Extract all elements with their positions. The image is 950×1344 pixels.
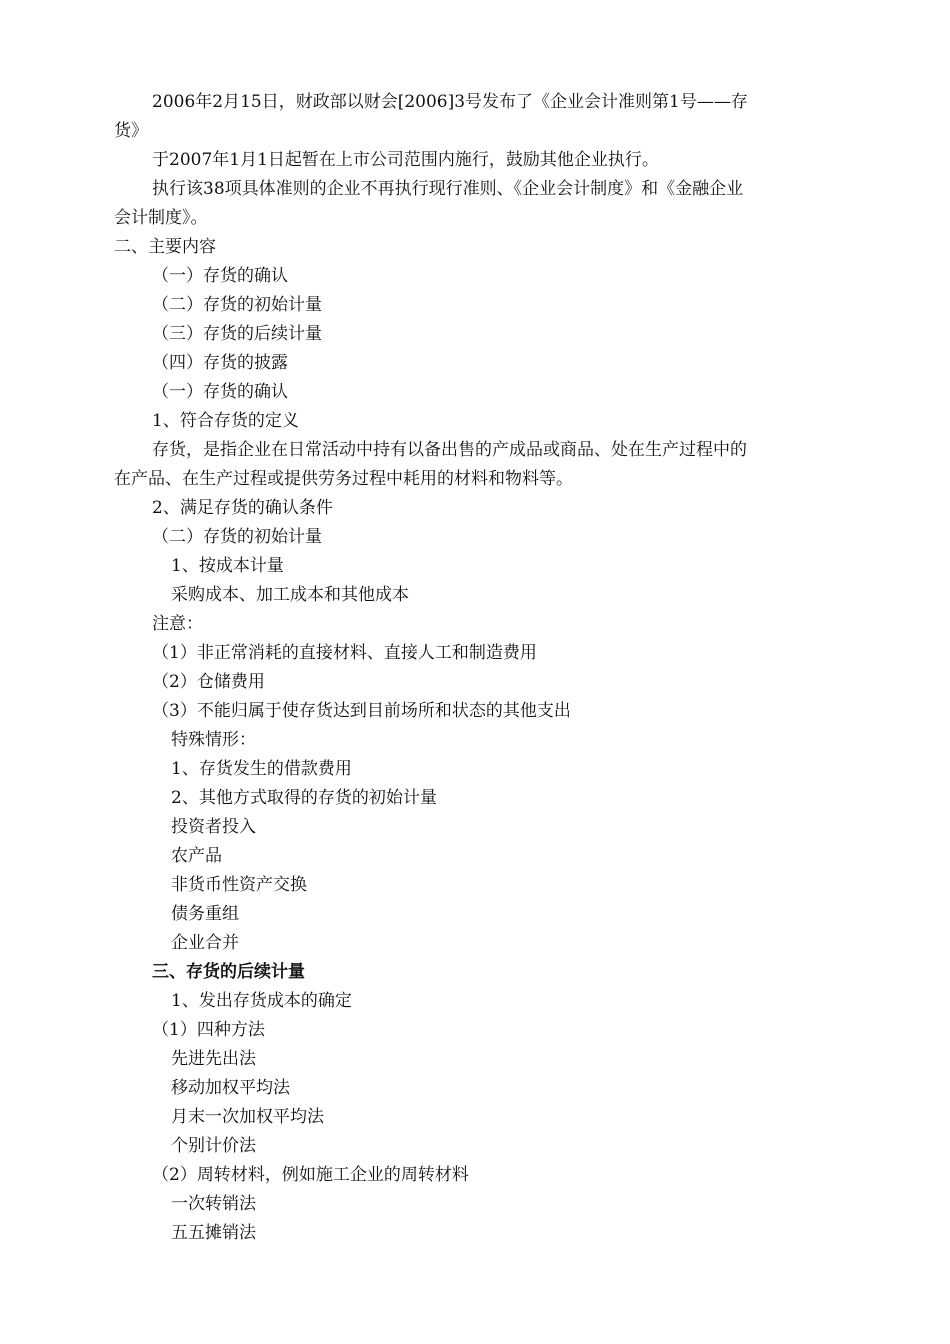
list-item: 债务重组 <box>171 904 239 924</box>
list-item: 投资者投入 <box>171 817 256 837</box>
list-item: 企业合并 <box>171 933 239 953</box>
list-item: （2）周转材料，例如施工企业的周转材料 <box>152 1165 469 1185</box>
list-item: 1、存货发生的借款费用 <box>171 759 352 779</box>
list-item: （3）不能归属于使存货达到目前场所和状态的其他支出 <box>152 701 571 721</box>
section-heading: 二、主要内容 <box>114 237 216 257</box>
subsection-heading: （一）存货的确认 <box>152 382 288 402</box>
list-item: （三）存货的后续计量 <box>152 324 322 344</box>
list-item: （一）存货的确认 <box>152 266 288 286</box>
list-item: （1）四种方法 <box>152 1020 265 1040</box>
list-item: 移动加权平均法 <box>171 1078 290 1098</box>
paragraph-line: 执行该38项具体准则的企业不再执行现行准则、《企业会计制度》和《金融企业 <box>152 179 744 199</box>
list-item: 农产品 <box>171 846 222 866</box>
list-item: 2、满足存货的确认条件 <box>152 498 333 518</box>
list-item: 月末一次加权平均法 <box>171 1107 324 1127</box>
subsection-heading: （二）存货的初始计量 <box>152 527 322 547</box>
paragraph-line: 存货，是指企业在日常活动中持有以备出售的产成品或商品、处在生产过程中的 <box>152 440 747 460</box>
section-heading: 三、存货的后续计量 <box>152 962 305 982</box>
list-item: （1）非正常消耗的直接材料、直接人工和制造费用 <box>152 643 537 663</box>
list-item: 1、发出存货成本的确定 <box>171 991 352 1011</box>
list-item: 五五摊销法 <box>171 1223 256 1243</box>
list-item: 一次转销法 <box>171 1194 256 1214</box>
note-label: 特殊情形： <box>171 730 256 750</box>
paragraph-line: 2006年2月15日，财政部以财会[2006]3号发布了《企业会计准则第1号——存 <box>152 92 748 112</box>
list-item: 1、按成本计量 <box>171 556 284 576</box>
list-item: 1、符合存货的定义 <box>152 411 299 431</box>
list-item: 个别计价法 <box>171 1136 256 1156</box>
note-label: 注意： <box>152 614 203 634</box>
paragraph-line: 在产品、在生产过程或提供劳务过程中耗用的材料和物料等。 <box>114 469 573 489</box>
paragraph-line: 于2007年1月1日起暂在上市公司范围内施行，鼓励其他企业执行。 <box>152 150 659 170</box>
list-item: 采购成本、加工成本和其他成本 <box>171 585 409 605</box>
paragraph-line: 会计制度》。 <box>114 208 208 228</box>
list-item: 先进先出法 <box>171 1049 256 1069</box>
list-item: 非货币性资产交换 <box>171 875 307 895</box>
list-item: （二）存货的初始计量 <box>152 295 322 315</box>
list-item: 2、其他方式取得的存货的初始计量 <box>171 788 437 808</box>
paragraph-line: 货》 <box>114 121 148 141</box>
list-item: （2）仓储费用 <box>152 672 265 692</box>
list-item: （四）存货的披露 <box>152 353 288 373</box>
